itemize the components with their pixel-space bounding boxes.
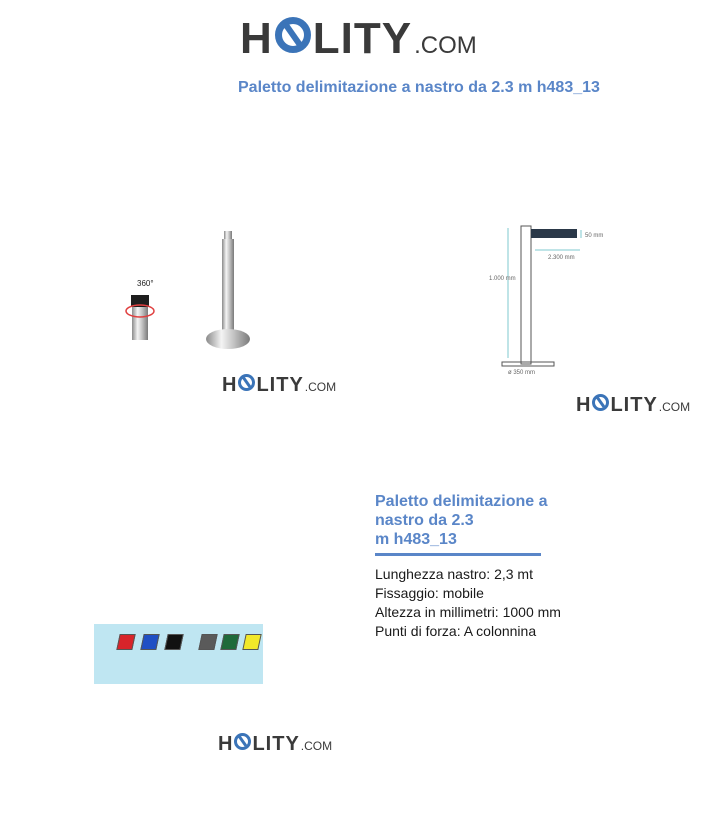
logo-letter-h: H — [576, 394, 592, 416]
logo-letters: LITY — [312, 14, 413, 63]
color-swatch-panel — [94, 624, 263, 684]
logo-letter-h: H — [222, 374, 238, 396]
swatch-black — [164, 634, 183, 650]
brand-logo[interactable] — [240, 14, 477, 64]
product-photo — [100, 215, 260, 355]
swatch-yellow — [242, 634, 261, 650]
logo-o-icon — [238, 374, 255, 391]
drawing-tape — [531, 229, 577, 238]
technical-drawing — [480, 220, 630, 380]
logo-suffix: .COM — [414, 32, 477, 59]
logo-suffix: .COM — [304, 380, 337, 394]
logo-o-icon — [275, 17, 311, 53]
rotation-badge: 360° — [137, 279, 154, 288]
logo-letters: LITY — [252, 733, 300, 755]
page-title: Paletto delimitazione a nastro da 2.3 m h483_13 — [238, 79, 600, 96]
post-base — [206, 329, 250, 349]
drawing-logo — [576, 394, 690, 417]
product-specs — [375, 565, 561, 641]
logo-letters: LITY — [610, 394, 658, 416]
spec-strengths: Punti di forza: A colonnina — [375, 623, 537, 639]
product-title-line: Paletto delimitazione a — [375, 493, 548, 510]
logo-letter-h: H — [240, 14, 273, 63]
logo-o-icon — [592, 394, 609, 411]
width-label: 2.300 mm — [548, 255, 575, 261]
title-underline — [375, 553, 541, 556]
logo-o-icon — [234, 733, 251, 750]
height-label: 1.000 mm — [489, 276, 516, 282]
logo-suffix: .COM — [300, 739, 333, 753]
logo-letter-h: H — [218, 733, 234, 755]
swatch-red — [116, 634, 135, 650]
product-title-line: m h483_13 — [375, 531, 457, 548]
swatch-green — [220, 634, 239, 650]
spec-fixing: Fissaggio: mobile — [375, 585, 484, 601]
swatch-blue — [140, 634, 159, 650]
drawing-post — [521, 226, 531, 364]
product-title-line: nastro da 2.3 — [375, 512, 474, 529]
swatch-grey — [198, 634, 217, 650]
swatch-logo — [218, 733, 332, 756]
spec-tape-length: Lunghezza nastro: 2,3 mt — [375, 566, 533, 582]
product-photo-logo — [222, 374, 336, 397]
spec-height: Altezza in millimetri: 1000 mm — [375, 604, 561, 620]
post-body — [222, 239, 234, 331]
logo-suffix: .COM — [658, 400, 691, 414]
product-title — [375, 492, 575, 549]
logo-letters: LITY — [256, 374, 304, 396]
tape-label: 50 mm — [585, 233, 604, 239]
base-label: ø 350 mm — [508, 370, 536, 376]
